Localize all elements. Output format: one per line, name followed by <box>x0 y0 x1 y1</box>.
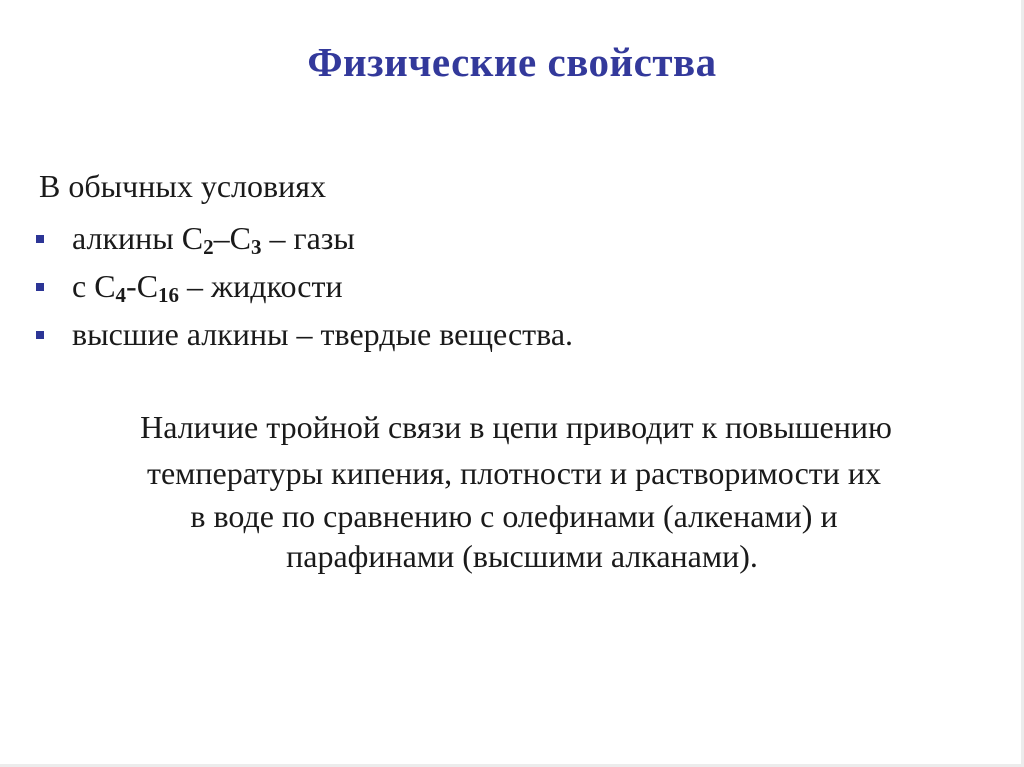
square-bullet-icon <box>36 331 44 339</box>
explanation-paragraph <box>0 404 1024 576</box>
bullet-text-post: – газы <box>261 220 355 256</box>
bullet-text-mid: –С <box>213 220 251 256</box>
paragraph-line: в воде по сравнению с олефинами (алкенами) и <box>190 498 838 534</box>
bullet-item-solids <box>36 310 573 358</box>
subscript: 3 <box>250 235 262 259</box>
bullet-text-post: – жидкости <box>179 268 343 304</box>
bullet-list <box>36 214 573 358</box>
square-bullet-icon <box>36 283 44 291</box>
slide-title: Физические свойства <box>307 39 717 85</box>
subscript: 2 <box>203 235 214 259</box>
paragraph-line: парафинами (высшими алканами). <box>286 538 758 574</box>
bullet-text-pre: алкины С <box>72 220 204 256</box>
bullet-text: высшие алкины – твердые вещества. <box>72 316 574 352</box>
intro-text: В обычных условиях <box>39 168 326 204</box>
bullet-item-liquids <box>36 262 573 310</box>
square-bullet-icon <box>36 235 44 243</box>
bullet-item-gases <box>36 214 573 262</box>
bullet-text-mid: -С <box>126 268 159 304</box>
subscript: 4 <box>115 283 127 307</box>
subscript: 16 <box>158 283 180 307</box>
bullet-text-pre: с С <box>72 268 116 304</box>
paragraph-line: температуры кипения, плотности и растворимости их <box>146 455 882 491</box>
paragraph-line: Наличие тройной связи в цепи приводит к повышению <box>140 409 892 445</box>
